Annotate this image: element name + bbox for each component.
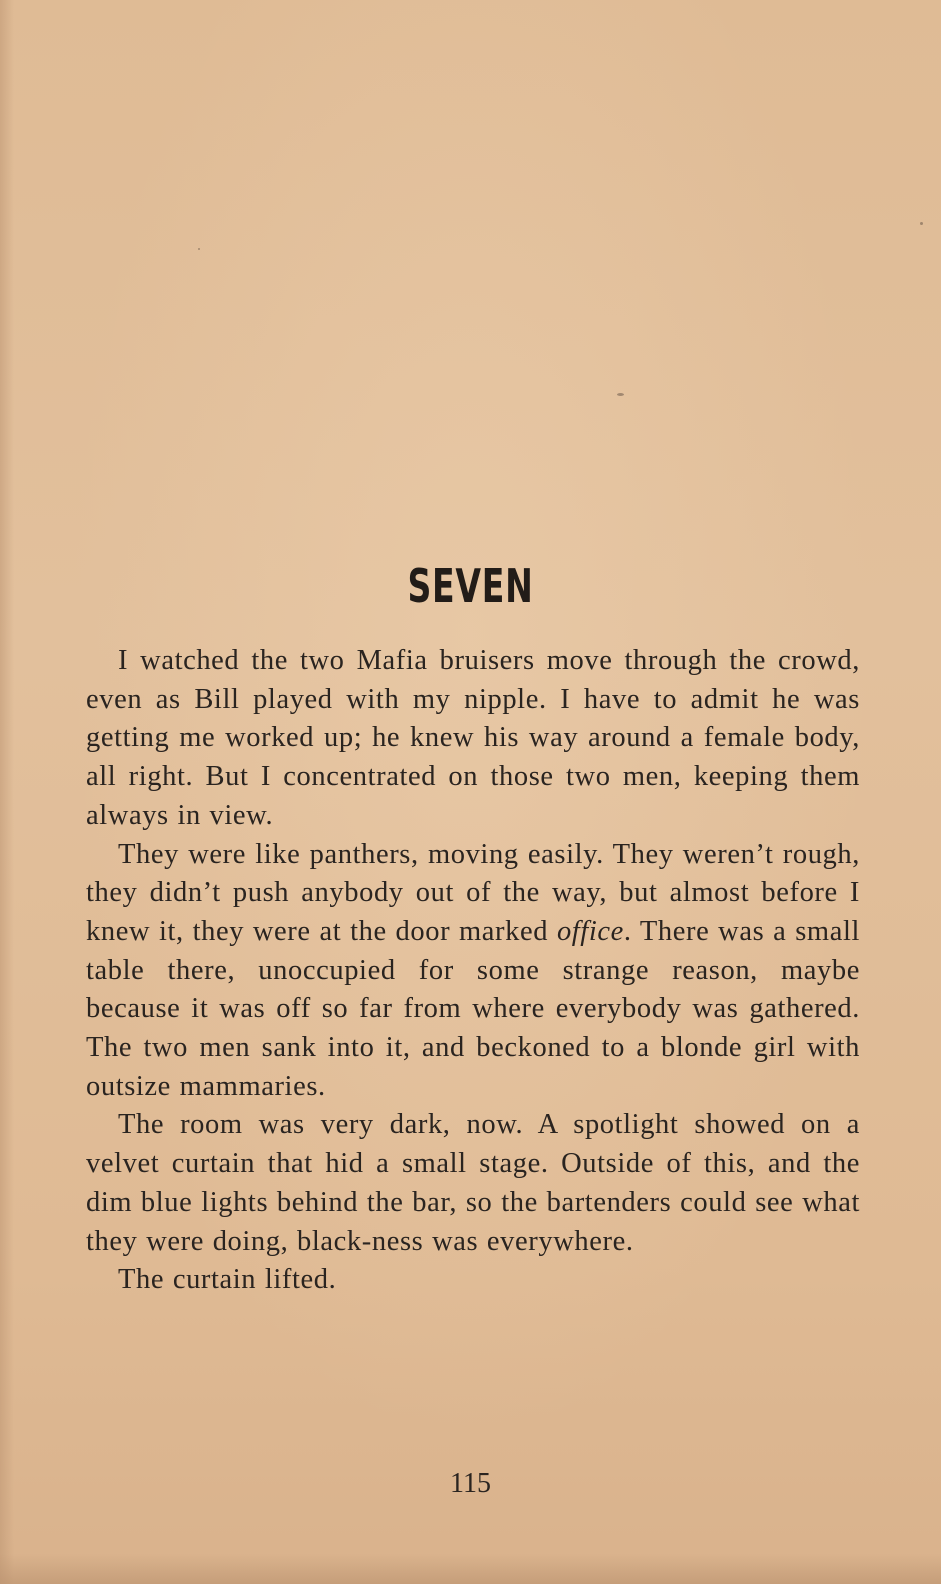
paragraph-2: They were like panthers, moving easily. They weren’t rough, they didn’t push anybody out of the way, but almost before I knew it, they were at the door marked office. There was a small table there, unoccupied for some strange reason, maybe because it was off so far from where everybody was gathered. The two men sank into it, and beckoned to a blonde girl with outsize mammaries. (86, 838, 860, 1102)
paper-speck (617, 393, 624, 396)
chapter-title: SEVEN (407, 558, 534, 613)
paper-speck (920, 222, 923, 225)
page-edge-shadow-bottom (0, 1554, 941, 1584)
paragraph-4: The curtain lifted. (118, 1264, 337, 1296)
emphasized-word: office (556, 915, 624, 947)
paragraph-3: The room was very dark, now. A spotlight showed on a velvet curtain that hid a small stage. Outside of this, and the dim blue lights behind the bar, so the bartenders could see what they were doing, black-ness was everywhere. (86, 1109, 860, 1257)
page-edge-shadow-left (0, 0, 14, 1584)
paper-speck (198, 248, 200, 250)
paragraph-1: I watched the two Mafia bruisers move through the crowd, even as Bill played with my nipple. I have to admit he was getting me worked up; he knew his way around a female body, all right. But I concentrated on those two men, keeping them always in view. (86, 645, 860, 831)
page-number: 115 (450, 1468, 491, 1499)
chapter-body (86, 642, 860, 1300)
